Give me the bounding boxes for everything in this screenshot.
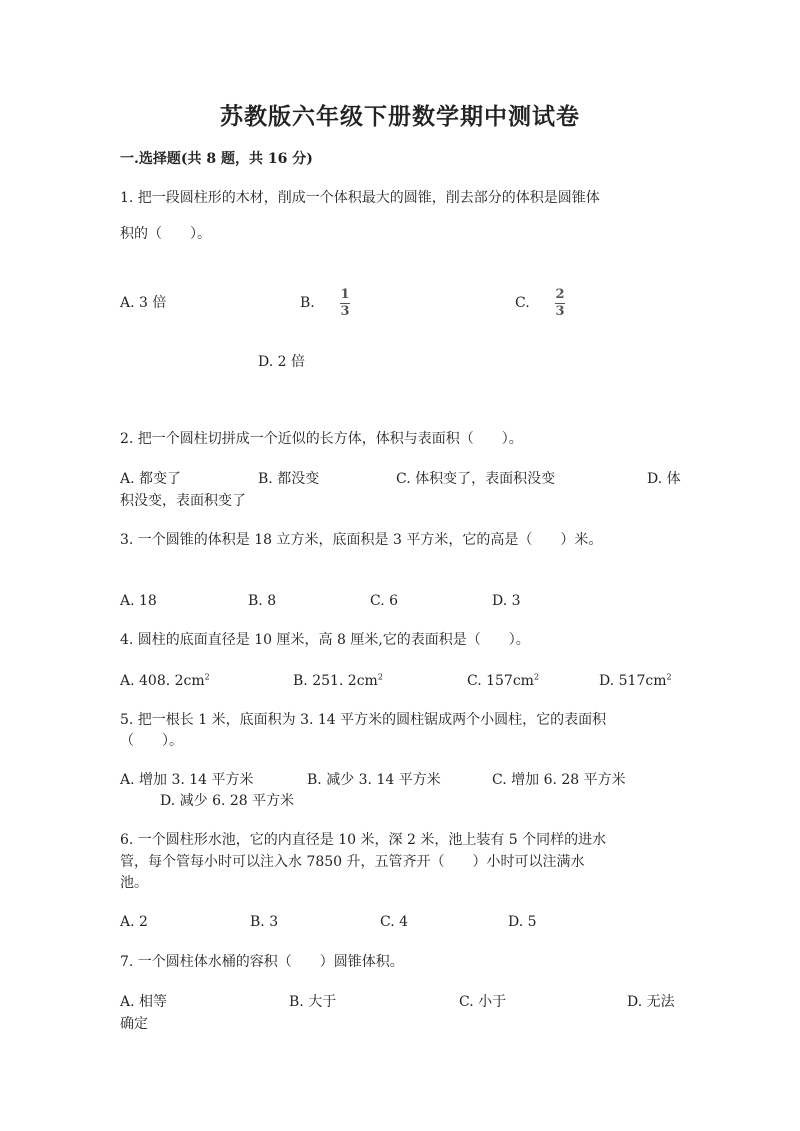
- question-7-option-c[interactable]: C. 小于: [459, 994, 507, 1010]
- fraction-numerator: 2: [555, 287, 565, 302]
- question-2-option-d-line2[interactable]: 积没变，表面积变了: [120, 493, 246, 509]
- question-3-text: 3. 一个圆锥的体积是 18 立方米，底面积是 3 平方米，它的高是（ ）米。: [120, 532, 603, 548]
- page-title: 苏教版六年级下册数学期中测试卷: [220, 103, 580, 130]
- question-5-option-a[interactable]: A. 增加 3. 14 平方米: [120, 772, 254, 788]
- option-text: B. 251. 2cm: [293, 673, 378, 689]
- question-6-option-c[interactable]: C. 4: [380, 914, 409, 930]
- question-3-option-b[interactable]: B. 8: [248, 593, 277, 609]
- question-1-option-a[interactable]: A. 3 倍: [120, 295, 167, 311]
- question-7-option-d-line1[interactable]: D. 无法: [627, 994, 675, 1010]
- question-7-text: 7. 一个圆柱体水桶的容积（ ）圆锥体积。: [120, 954, 404, 970]
- question-2-option-d-line1[interactable]: D. 体: [647, 471, 681, 487]
- question-5-option-c[interactable]: C. 增加 6. 28 平方米: [492, 772, 626, 788]
- option-text: C. 157cm: [467, 673, 534, 689]
- question-1-option-b-fraction: [340, 288, 350, 319]
- question-5-option-d[interactable]: D. 减少 6. 28 平方米: [160, 793, 295, 809]
- question-6-option-d[interactable]: D. 5: [508, 914, 537, 930]
- superscript: 2: [204, 672, 210, 682]
- question-4-option-b[interactable]: [293, 671, 383, 691]
- question-3-option-a[interactable]: A. 18: [120, 593, 157, 609]
- question-4-option-c[interactable]: [467, 671, 539, 691]
- question-1-text-line2: 积的（ ）。: [120, 226, 211, 242]
- question-5-option-b[interactable]: B. 减少 3. 14 平方米: [307, 772, 441, 788]
- question-6-text-line3: 池。: [120, 875, 148, 891]
- option-text: D. 517cm: [599, 673, 667, 689]
- question-7-option-b[interactable]: B. 大于: [289, 994, 337, 1010]
- question-6-text-line2: 管，每个管每小时可以注入水 7850 升，五管齐开（ ）小时可以注满水: [120, 854, 585, 870]
- option-text: A. 408. 2cm: [120, 673, 205, 689]
- fraction-numerator: 1: [340, 287, 350, 302]
- question-6-option-b[interactable]: B. 3: [250, 914, 279, 930]
- fraction-denominator: 3: [340, 304, 350, 319]
- question-3-option-d[interactable]: D. 3: [492, 593, 521, 609]
- question-7-option-a[interactable]: A. 相等: [120, 994, 168, 1010]
- superscript: 2: [666, 672, 672, 682]
- question-1-option-d[interactable]: D. 2 倍: [258, 354, 305, 370]
- superscript: 2: [377, 672, 383, 682]
- question-4-option-a[interactable]: [120, 671, 210, 691]
- question-1-option-c-fraction: [555, 288, 565, 319]
- question-2-text: 2. 把一个圆柱切拼成一个近似的长方体，体积与表面积（ ）。: [120, 431, 523, 447]
- question-4-option-d[interactable]: [599, 671, 672, 691]
- question-2-option-a[interactable]: A. 都变了: [120, 471, 182, 487]
- question-1-option-c-label[interactable]: C.: [515, 295, 530, 311]
- fraction-denominator: 3: [555, 304, 565, 319]
- question-2-option-c[interactable]: C. 体积变了，表面积没变: [396, 471, 556, 487]
- question-1-option-b-label[interactable]: B.: [300, 295, 315, 311]
- superscript: 2: [533, 672, 540, 682]
- question-3-option-c[interactable]: C. 6: [370, 593, 399, 609]
- section-heading: 一.选择题(共 8 题，共 16 分): [120, 151, 313, 167]
- question-5-text-line2: （ ）。: [120, 733, 183, 749]
- question-5-text-line1: 5. 把一根长 1 米，底面积为 3. 14 平方米的圆柱锯成两个小圆柱，它的表面积: [120, 712, 607, 728]
- question-1-text-line1: 1. 把一段圆柱形的木材，削成一个体积最大的圆锥，削去部分的体积是圆锥体: [120, 190, 600, 206]
- question-2-option-b[interactable]: B. 都没变: [258, 471, 320, 487]
- question-6-text-line1: 6. 一个圆柱形水池，它的内直径是 10 米，深 2 米，池上装有 5 个同样的进水: [120, 832, 607, 848]
- question-4-text: 4. 圆柱的底面直径是 10 厘米，高 8 厘米,它的表面积是（ ）。: [120, 632, 530, 648]
- question-7-option-d-line2[interactable]: 确定: [120, 1016, 148, 1032]
- question-6-option-a[interactable]: A. 2: [120, 914, 148, 930]
